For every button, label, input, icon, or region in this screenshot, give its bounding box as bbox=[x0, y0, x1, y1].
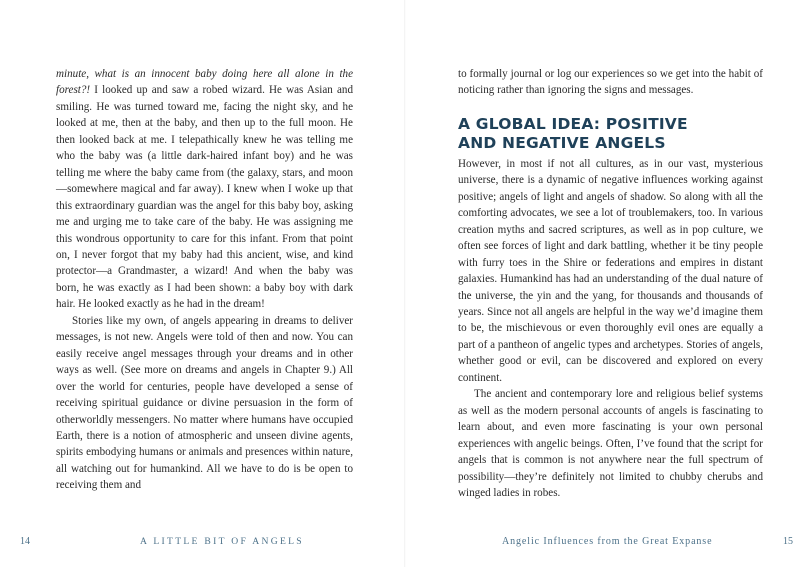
right-page-text bbox=[458, 66, 763, 501]
section-heading-line-2: AND NEGATIVE ANGELS bbox=[458, 133, 666, 152]
right-page bbox=[405, 0, 810, 567]
left-page-number: 14 bbox=[20, 536, 30, 547]
left-page-text bbox=[56, 66, 353, 494]
left-paragraph-2: Stories like my own, of angels appearing in dreams to deliver messages, is not new. Angels were told of then and now. You can easily receive angel messages through your dreams and in other ways as well. (See more on dreams and angels in Chapter 9.) All over the world for centuries, people have developed a sense of receiving spiritual guidance or divine persuasion in the form of otherworldly messengers. No matter where humans have occupied Earth, there is a notion of atmospheric and unseen divine agents, spirits embodying humans or animals and presences within nature, all watching out for humankind. All we have to do is be open to receiving them and bbox=[56, 314, 353, 492]
section-heading bbox=[458, 115, 763, 153]
right-paragraph-2: The ancient and contemporary lore and religious belief systems as well as the modern personal accounts of angels is fascinating to learn about, and even more fascinating is your own personal experiences with angelic beings. Often, I’ve found that the script for angels that is common is not anywhere near the full spectrum of possibility—they’re definitely not limited to chubby cherubs and winged ladies in robes. bbox=[458, 388, 763, 499]
right-running-head: Angelic Influences from the Great Expanse bbox=[502, 536, 713, 547]
right-page-number: 15 bbox=[783, 536, 793, 547]
right-continuation-paragraph: to formally journal or log our experiences so we get into the habit of noticing rather than ignoring the signs and messages. bbox=[458, 68, 763, 97]
opening-italic-text: minute, what is an innocent baby doing here all alone in the forest?! bbox=[56, 68, 353, 97]
section-heading-line-1: A GLOBAL IDEA: POSITIVE bbox=[458, 114, 688, 133]
left-opening-paragraph bbox=[56, 66, 353, 313]
opening-body-text: I looked up and saw a robed wizard. He was Asian and smiling. He was turned toward me, facing the night sky, and he looked at me, then at the baby, and then up to the full moon. He then looked back at me. I telepathically knew he was telling me who the baby was (a little dark-haired infant boy) and he was telling me where the baby came from (the galaxy, stars, and moon—somewhere magical and far away). I knew when I woke up that this extraordinary guardian was the angel for this baby boy, asking me and urging me to take care of the baby. He was assigning me this wondrous opportunity to care for this infant. From that point on, I never forgot that my baby had this ancient, wise, and kind protector—a Grandmaster, a wizard! And when the baby was born, he was exactly as I had been shown: a baby boy with dark hair. He looked exactly as he had in the dream! bbox=[56, 84, 353, 311]
left-running-head: A LITTLE BIT OF ANGELS bbox=[140, 536, 304, 547]
right-paragraph-1: However, in most if not all cultures, as in our vast, mysterious universe, there is a dynamic of negative influences working against positive; angels of light and angels of shadow. So along with all the comforting advocates, we see a lot of troublemakers, too. In various creation myths and sacred scriptures, as well as in pop culture, we often see forces of light and dark battling, whether it be tiny people with furry toes in the Shire or federations and empires in distant galaxies. Humankind has had an understanding of the dual nature of the universe, the yin and the yang, for thousands and thousands of years. Since not all angels are helpful in the way we’d imagine them to be, the mischievous or even thoroughly evil ones are equally a part of a pantheon of angelic types and archetypes. Stories of angels, whether good or evil, can be discovered and explored on every continent. bbox=[458, 157, 763, 384]
